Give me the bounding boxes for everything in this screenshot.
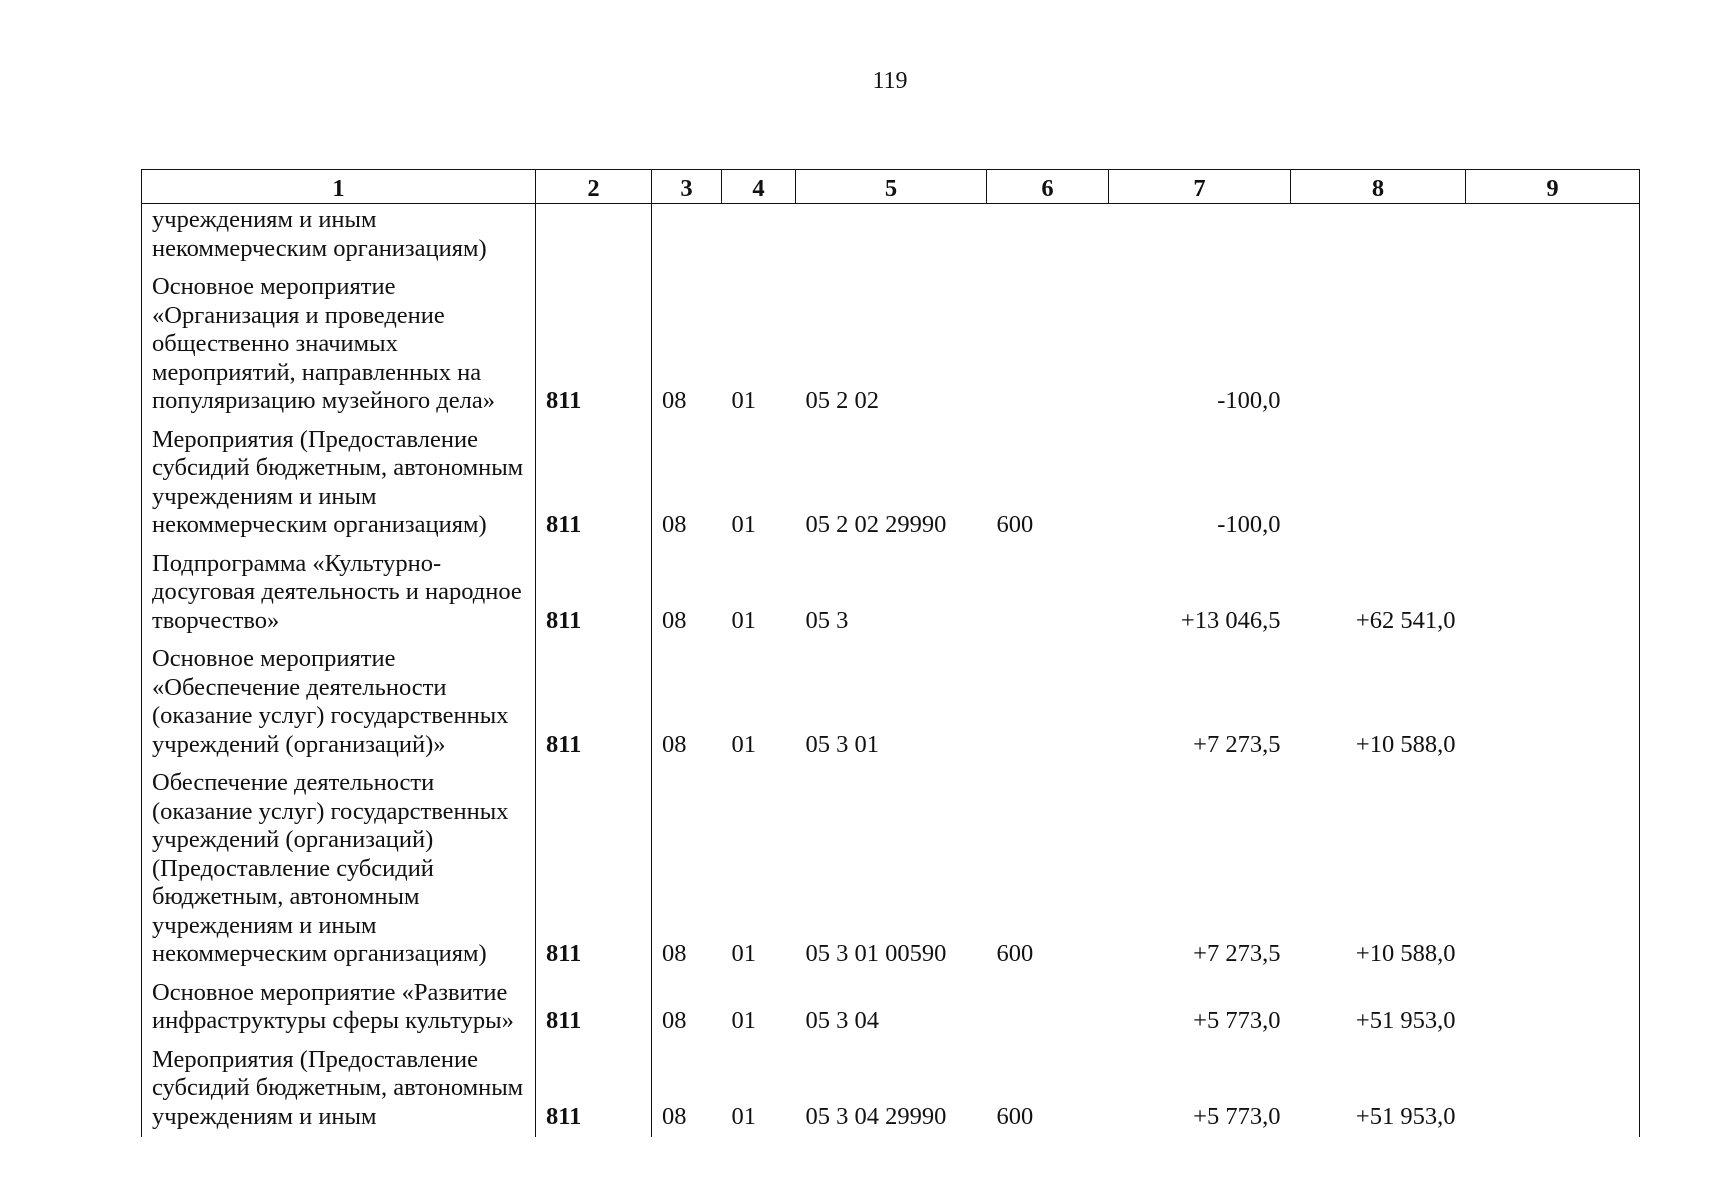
page-number: 119 <box>872 68 908 94</box>
budget-table <box>141 169 1640 1137</box>
expense-type-cell <box>987 204 1109 270</box>
subsection-code-cell <box>722 204 796 270</box>
amount-col8-cell: +51 953,0 <box>1355 1007 1456 1034</box>
column-header: 5 <box>796 170 987 204</box>
amount-col9-cell <box>1466 975 1640 1042</box>
column-header: 9 <box>1466 170 1640 204</box>
grbs-code-cell: 811 <box>536 765 652 975</box>
table-row <box>142 641 1640 765</box>
expense-type-cell: 600 <box>996 511 1034 538</box>
amount-col9-cell <box>1466 765 1640 975</box>
grbs-code-cell: 811 <box>536 641 652 765</box>
grbs-code-cell: 811 <box>536 975 652 1042</box>
subsection-code-cell: 01 <box>731 606 756 634</box>
target-article-cell: 05 2 02 <box>805 387 879 414</box>
table-row <box>142 546 1640 642</box>
section-code-cell: 08 <box>662 511 687 538</box>
column-header: 4 <box>722 170 796 204</box>
amount-col7-cell: -100,0 <box>1217 511 1281 538</box>
expense-type-cell: 600 <box>996 940 1034 967</box>
subsection-code-cell: 01 <box>731 940 756 967</box>
column-header: 6 <box>987 170 1109 204</box>
section-code-cell: 08 <box>662 1102 687 1130</box>
amount-col7-cell: +7 273,5 <box>1193 940 1281 967</box>
expense-type-cell <box>987 269 1109 422</box>
amount-col9-cell <box>1466 641 1640 765</box>
table-row <box>142 765 1640 975</box>
section-code-cell: 08 <box>662 606 687 634</box>
section-code-cell: 08 <box>662 940 687 967</box>
amount-col7-cell <box>1109 204 1291 270</box>
subsection-code-cell: 01 <box>731 1102 756 1130</box>
grbs-code-cell: 811 <box>536 1042 652 1138</box>
subsection-code-cell: 01 <box>731 511 756 538</box>
amount-col9-cell <box>1466 1042 1640 1138</box>
amount-col7-cell: -100,0 <box>1217 387 1281 414</box>
column-header: 3 <box>652 170 722 204</box>
subsection-code-cell: 01 <box>731 1007 756 1034</box>
amount-col9-cell <box>1466 546 1640 642</box>
table-row <box>142 269 1640 422</box>
header-row <box>142 170 1640 204</box>
grbs-code-cell: 811 <box>536 546 652 642</box>
table-row <box>142 1042 1640 1138</box>
column-header: 2 <box>536 170 652 204</box>
row-name-cell: учреждениям и иным некоммерческим организациям) <box>142 204 536 270</box>
column-header: 8 <box>1291 170 1466 204</box>
row-name-cell: Основное мероприятие «Обеспечение деятельности (оказание услуг) государственных учреждений (организаций)» <box>142 641 536 765</box>
row-name-cell: Основное мероприятие «Организация и проведение общественно значимых мероприятий, направленных на популяризацию музейного дела» <box>142 269 536 422</box>
section-code-cell: 08 <box>662 387 687 414</box>
row-name-cell: Подпрограмма «Культурно-досуговая деятельность и народное творчество» <box>142 546 536 642</box>
subsection-code-cell: 01 <box>731 730 756 758</box>
amount-col9-cell <box>1466 269 1640 422</box>
subsection-code-cell: 01 <box>731 387 756 414</box>
amount-col8-cell <box>1291 422 1466 546</box>
expense-type-cell: 600 <box>996 1102 1034 1130</box>
target-article-cell: 05 3 01 <box>805 730 879 758</box>
amount-col8-cell <box>1291 204 1466 270</box>
amount-col8-cell <box>1291 269 1466 422</box>
amount-col8-cell: +62 541,0 <box>1355 606 1456 634</box>
row-name-cell: Мероприятия (Предоставление субсидий бюджетным, автономным учреждениям и иным некоммерческим организациям) <box>142 422 536 546</box>
amount-col8-cell: +10 588,0 <box>1355 730 1456 758</box>
amount-col7-cell: +13 046,5 <box>1180 606 1281 634</box>
amount-col9-cell <box>1466 422 1640 546</box>
target-article-cell: 05 3 01 00590 <box>805 940 947 967</box>
grbs-code-cell: 811 <box>536 422 652 546</box>
row-name-cell: Основное мероприятие «Развитие инфраструктуры сферы культуры» <box>142 975 536 1042</box>
target-article-cell <box>796 204 987 270</box>
amount-col8-cell: +51 953,0 <box>1355 1102 1456 1130</box>
row-name-cell: Мероприятия (Предоставление субсидий бюджетным, автономным учреждениям и иным <box>142 1042 536 1138</box>
table-row <box>142 975 1640 1042</box>
expense-type-cell <box>987 546 1109 642</box>
column-header: 1 <box>142 170 536 204</box>
target-article-cell: 05 3 <box>805 606 849 634</box>
grbs-code-cell: 811 <box>536 269 652 422</box>
grbs-code-cell <box>536 204 652 270</box>
section-code-cell: 08 <box>662 730 687 758</box>
amount-col7-cell: +5 773,0 <box>1193 1007 1281 1034</box>
amount-col8-cell: +10 588,0 <box>1355 940 1456 967</box>
column-header: 7 <box>1109 170 1291 204</box>
table-row <box>142 422 1640 546</box>
table-row <box>142 204 1640 270</box>
target-article-cell: 05 3 04 29990 <box>805 1102 947 1130</box>
target-article-cell: 05 3 04 <box>805 1007 879 1034</box>
amount-col9-cell <box>1466 204 1640 270</box>
row-name-cell: Обеспечение деятельности (оказание услуг) государственных учреждений (организаций) (Предоставление субсидий бюджетным, автономным учреждениям и иным некоммерческим организациям) <box>142 765 536 975</box>
amount-col7-cell: +5 773,0 <box>1193 1102 1281 1130</box>
target-article-cell: 05 2 02 29990 <box>805 511 947 538</box>
amount-col7-cell: +7 273,5 <box>1193 730 1281 758</box>
expense-type-cell <box>987 641 1109 765</box>
section-code-cell: 08 <box>662 1007 687 1034</box>
expense-type-cell <box>987 975 1109 1042</box>
section-code-cell <box>652 204 722 270</box>
